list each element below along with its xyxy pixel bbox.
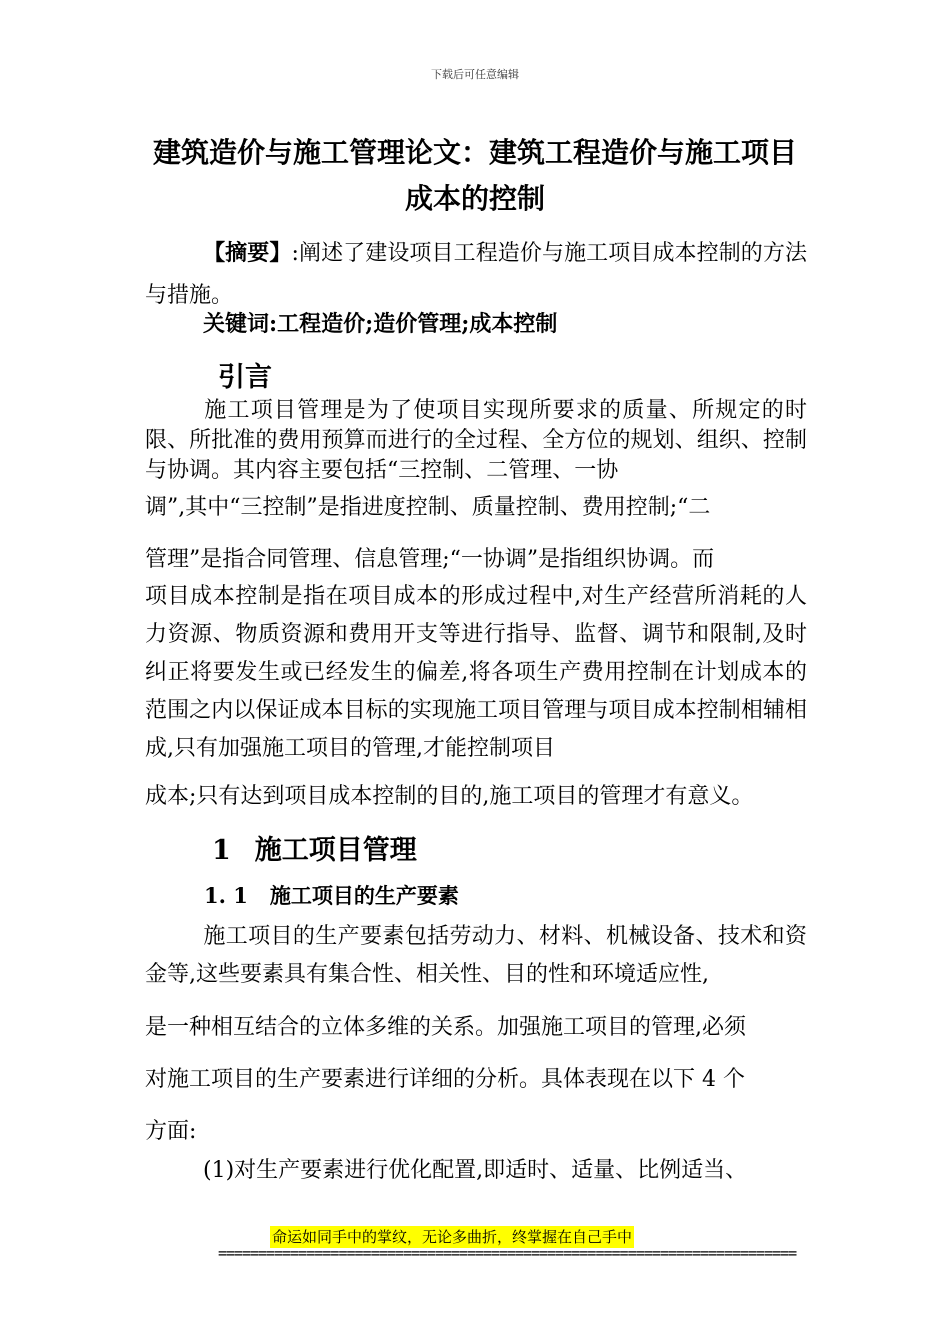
subsection-heading-1-1 [204, 880, 459, 910]
intro-paragraph-2 [145, 482, 807, 586]
keywords-line [145, 306, 807, 342]
section1-line-5: 方面: [145, 1119, 197, 1144]
section-heading-1 [212, 828, 417, 867]
intro-text-1: 施工项目管理是为了使项目实现所要求的质量、所规定的时限、所批准的费用预算而进行的全过程、全方位的规划、组织、控制与协调。其内容主要包括“三控制、二管理、一协 [145, 398, 807, 483]
intro-paragraph-4 [145, 782, 807, 812]
document-title: 建筑造价与施工管理论文：建筑工程造价与施工项目成本的控制 [152, 136, 797, 215]
section1-text-1: 施工项目的生产要素包括劳动力、材料、机械设备、技术和资金等,这些要素具有集合性、相关性、目的性和环境适应性, [145, 924, 807, 987]
subsection-number: 1. 1 [204, 883, 248, 908]
section1-line-3: 是一种相互结合的立体多维的关系。加强施工项目的管理,必须 [145, 1015, 746, 1040]
page-header: 下载后可任意编辑 [431, 68, 519, 81]
intro-paragraph-1 [145, 396, 807, 486]
intro-paragraph-3 [145, 578, 807, 768]
intro-line-2b: 管理”是指合同管理、信息管理;“一协调”是指组织协调。而 [145, 547, 715, 572]
section-title-1: 施工项目管理 [254, 835, 417, 866]
subsection-title: 施工项目的生产要素 [269, 883, 459, 908]
abstract-paragraph [145, 232, 807, 317]
abstract-text: :阐述了建设项目工程造价与施工项目成本控制的方法与措施。 [145, 241, 807, 308]
section1-paragraph-2 [145, 1152, 807, 1190]
footer-motto: 命运如同手中的掌纹，无论多曲折，终掌握在自己手中 [272, 1228, 633, 1246]
section1-paragraph-cont [145, 1002, 807, 1158]
section1-paragraph-1 [145, 918, 807, 994]
intro-heading: 引言 [218, 362, 272, 393]
section1-line-4: 对施工项目的生产要素进行详细的分析。具体表现在以下 4 个 [145, 1067, 745, 1092]
section-number-1: 1 [212, 835, 231, 866]
section1-text-2: (1)对生产要素进行优化配置,即适时、适量、比例适当、 [203, 1158, 748, 1183]
intro-line-2a: 调”,其中“三控制”是指进度控制、质量控制、费用控制;“二 [145, 495, 711, 520]
keywords-text: 关键词:工程造价;造价管理;成本控制 [203, 311, 558, 337]
intro-text-4: 成本;只有达到项目成本控制的目的,施工项目的管理才有意义。 [145, 784, 754, 809]
abstract-label: 【摘要】 [203, 240, 292, 266]
intro-text-3: 项目成本控制是指在项目成本的形成过程中,对生产经营所消耗的人力资源、物质资源和费用开支等进行指导、监督、调节和限制,及时纠正将要发生或已经发生的偏差,将各项生产费用控制在计划成本的范围之内以保证成本目标的实现施工项目管理与项目成本控制相辅相成,只有加强施工项目的管理,才能控制项目 [145, 584, 807, 761]
footer-rule: ======================================================================== [218, 1244, 797, 1262]
